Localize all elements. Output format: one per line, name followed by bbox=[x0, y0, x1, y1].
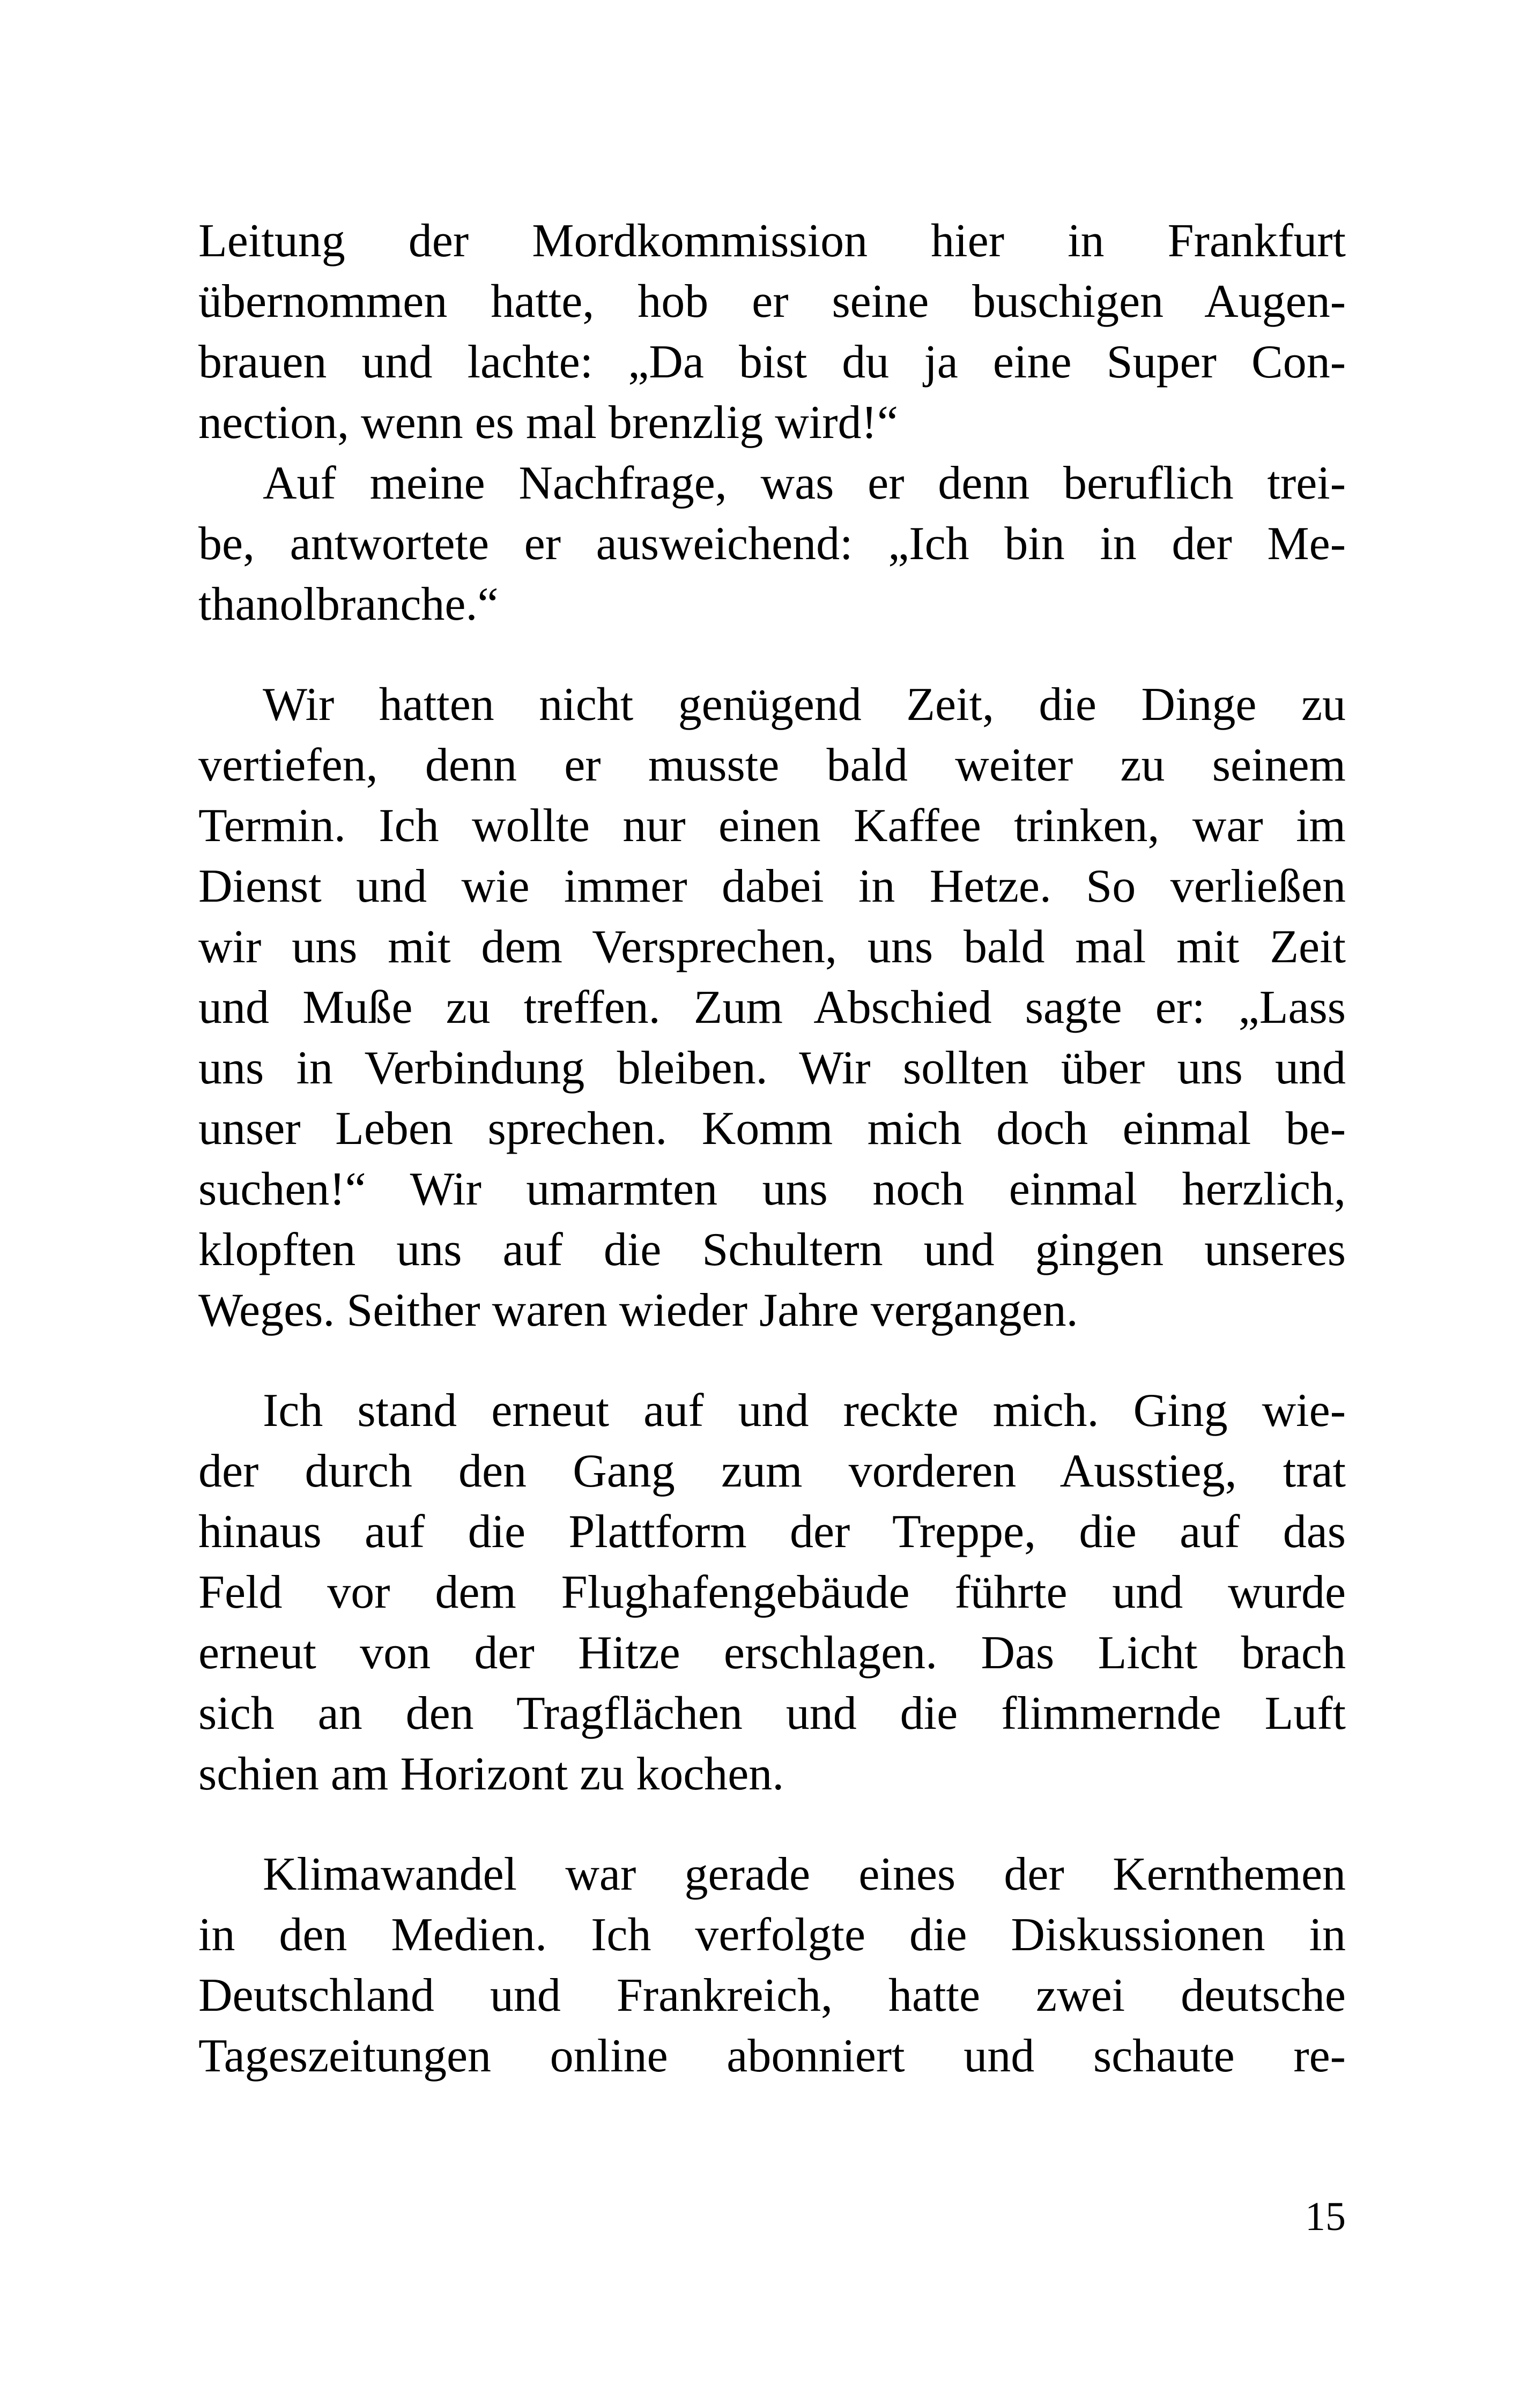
text-line: wir uns mit dem Versprechen, uns bald mal mit Zeit bbox=[198, 921, 1346, 973]
paragraph-4 bbox=[198, 1380, 1346, 1804]
paragraph-2 bbox=[198, 453, 1346, 635]
text-line: übernommen hatte, hob er seine buschigen Augen- bbox=[198, 276, 1346, 328]
text-line: nection, wenn es mal brenzlig wird!“ bbox=[198, 397, 898, 449]
text-line: sich an den Tragflächen und die flimmernde Luft bbox=[198, 1688, 1346, 1740]
text-line: Weges. Seither waren wieder Jahre vergangen. bbox=[198, 1284, 1078, 1336]
text-line: thanolbranche.“ bbox=[198, 578, 499, 630]
text-line: suchen!“ Wir umarmten uns noch einmal herzlich, bbox=[198, 1163, 1346, 1215]
text-line: Leitung der Mordkommission hier in Frankfurt bbox=[198, 215, 1346, 267]
text-line: uns in Verbindung bleiben. Wir sollten über uns und bbox=[198, 1042, 1346, 1094]
text-line: schien am Horizont zu kochen. bbox=[198, 1748, 784, 1800]
text-line: der durch den Gang zum vorderen Ausstieg, trat bbox=[198, 1445, 1346, 1497]
page-number: 15 bbox=[1305, 2194, 1346, 2239]
text-line: Feld vor dem Flughafengebäude führte und wurde bbox=[198, 1566, 1346, 1618]
paragraph-1 bbox=[198, 211, 1346, 453]
text-line: brauen und lachte: „Da bist du ja eine Super Con- bbox=[198, 336, 1346, 388]
text-line: Tageszeitungen online abonniert und schaute re- bbox=[198, 2030, 1346, 2082]
text-line: Termin. Ich wollte nur einen Kaffee trinken, war im bbox=[198, 800, 1346, 852]
text-line: Deutschland und Frankreich, hatte zwei deutsche bbox=[198, 1969, 1346, 2021]
text-line: Auf meine Nachfrage, was er denn beruflich trei- bbox=[263, 457, 1346, 509]
text-line: klopften uns auf die Schultern und gingen unseres bbox=[198, 1224, 1346, 1276]
text-line: Wir hatten nicht genügend Zeit, die Dinge zu bbox=[263, 679, 1346, 731]
text-line: Klimawandel war gerade eines der Kernthemen bbox=[263, 1848, 1346, 1900]
text-line: Ich stand erneut auf und reckte mich. Ging wie- bbox=[263, 1385, 1346, 1437]
text-line: in den Medien. Ich verfolgte die Diskussionen in bbox=[198, 1909, 1346, 1961]
text-line: be, antwortete er ausweichend: „Ich bin in der Me- bbox=[198, 518, 1346, 570]
text-line: und Muße zu treffen. Zum Abschied sagte er: „Lass bbox=[198, 982, 1346, 1034]
paragraph-3 bbox=[198, 674, 1346, 1341]
text-line: Dienst und wie immer dabei in Hetze. So verließen bbox=[198, 860, 1346, 912]
text-line: hinaus auf die Plattform der Treppe, die auf das bbox=[198, 1506, 1346, 1558]
paragraph-5 bbox=[198, 1844, 1346, 2086]
text-line: erneut von der Hitze erschlagen. Das Licht brach bbox=[198, 1627, 1346, 1679]
body-text bbox=[198, 211, 1346, 2086]
text-line: unser Leben sprechen. Komm mich doch einmal be- bbox=[198, 1103, 1346, 1155]
text-line: vertiefen, denn er musste bald weiter zu seinem bbox=[198, 739, 1346, 791]
